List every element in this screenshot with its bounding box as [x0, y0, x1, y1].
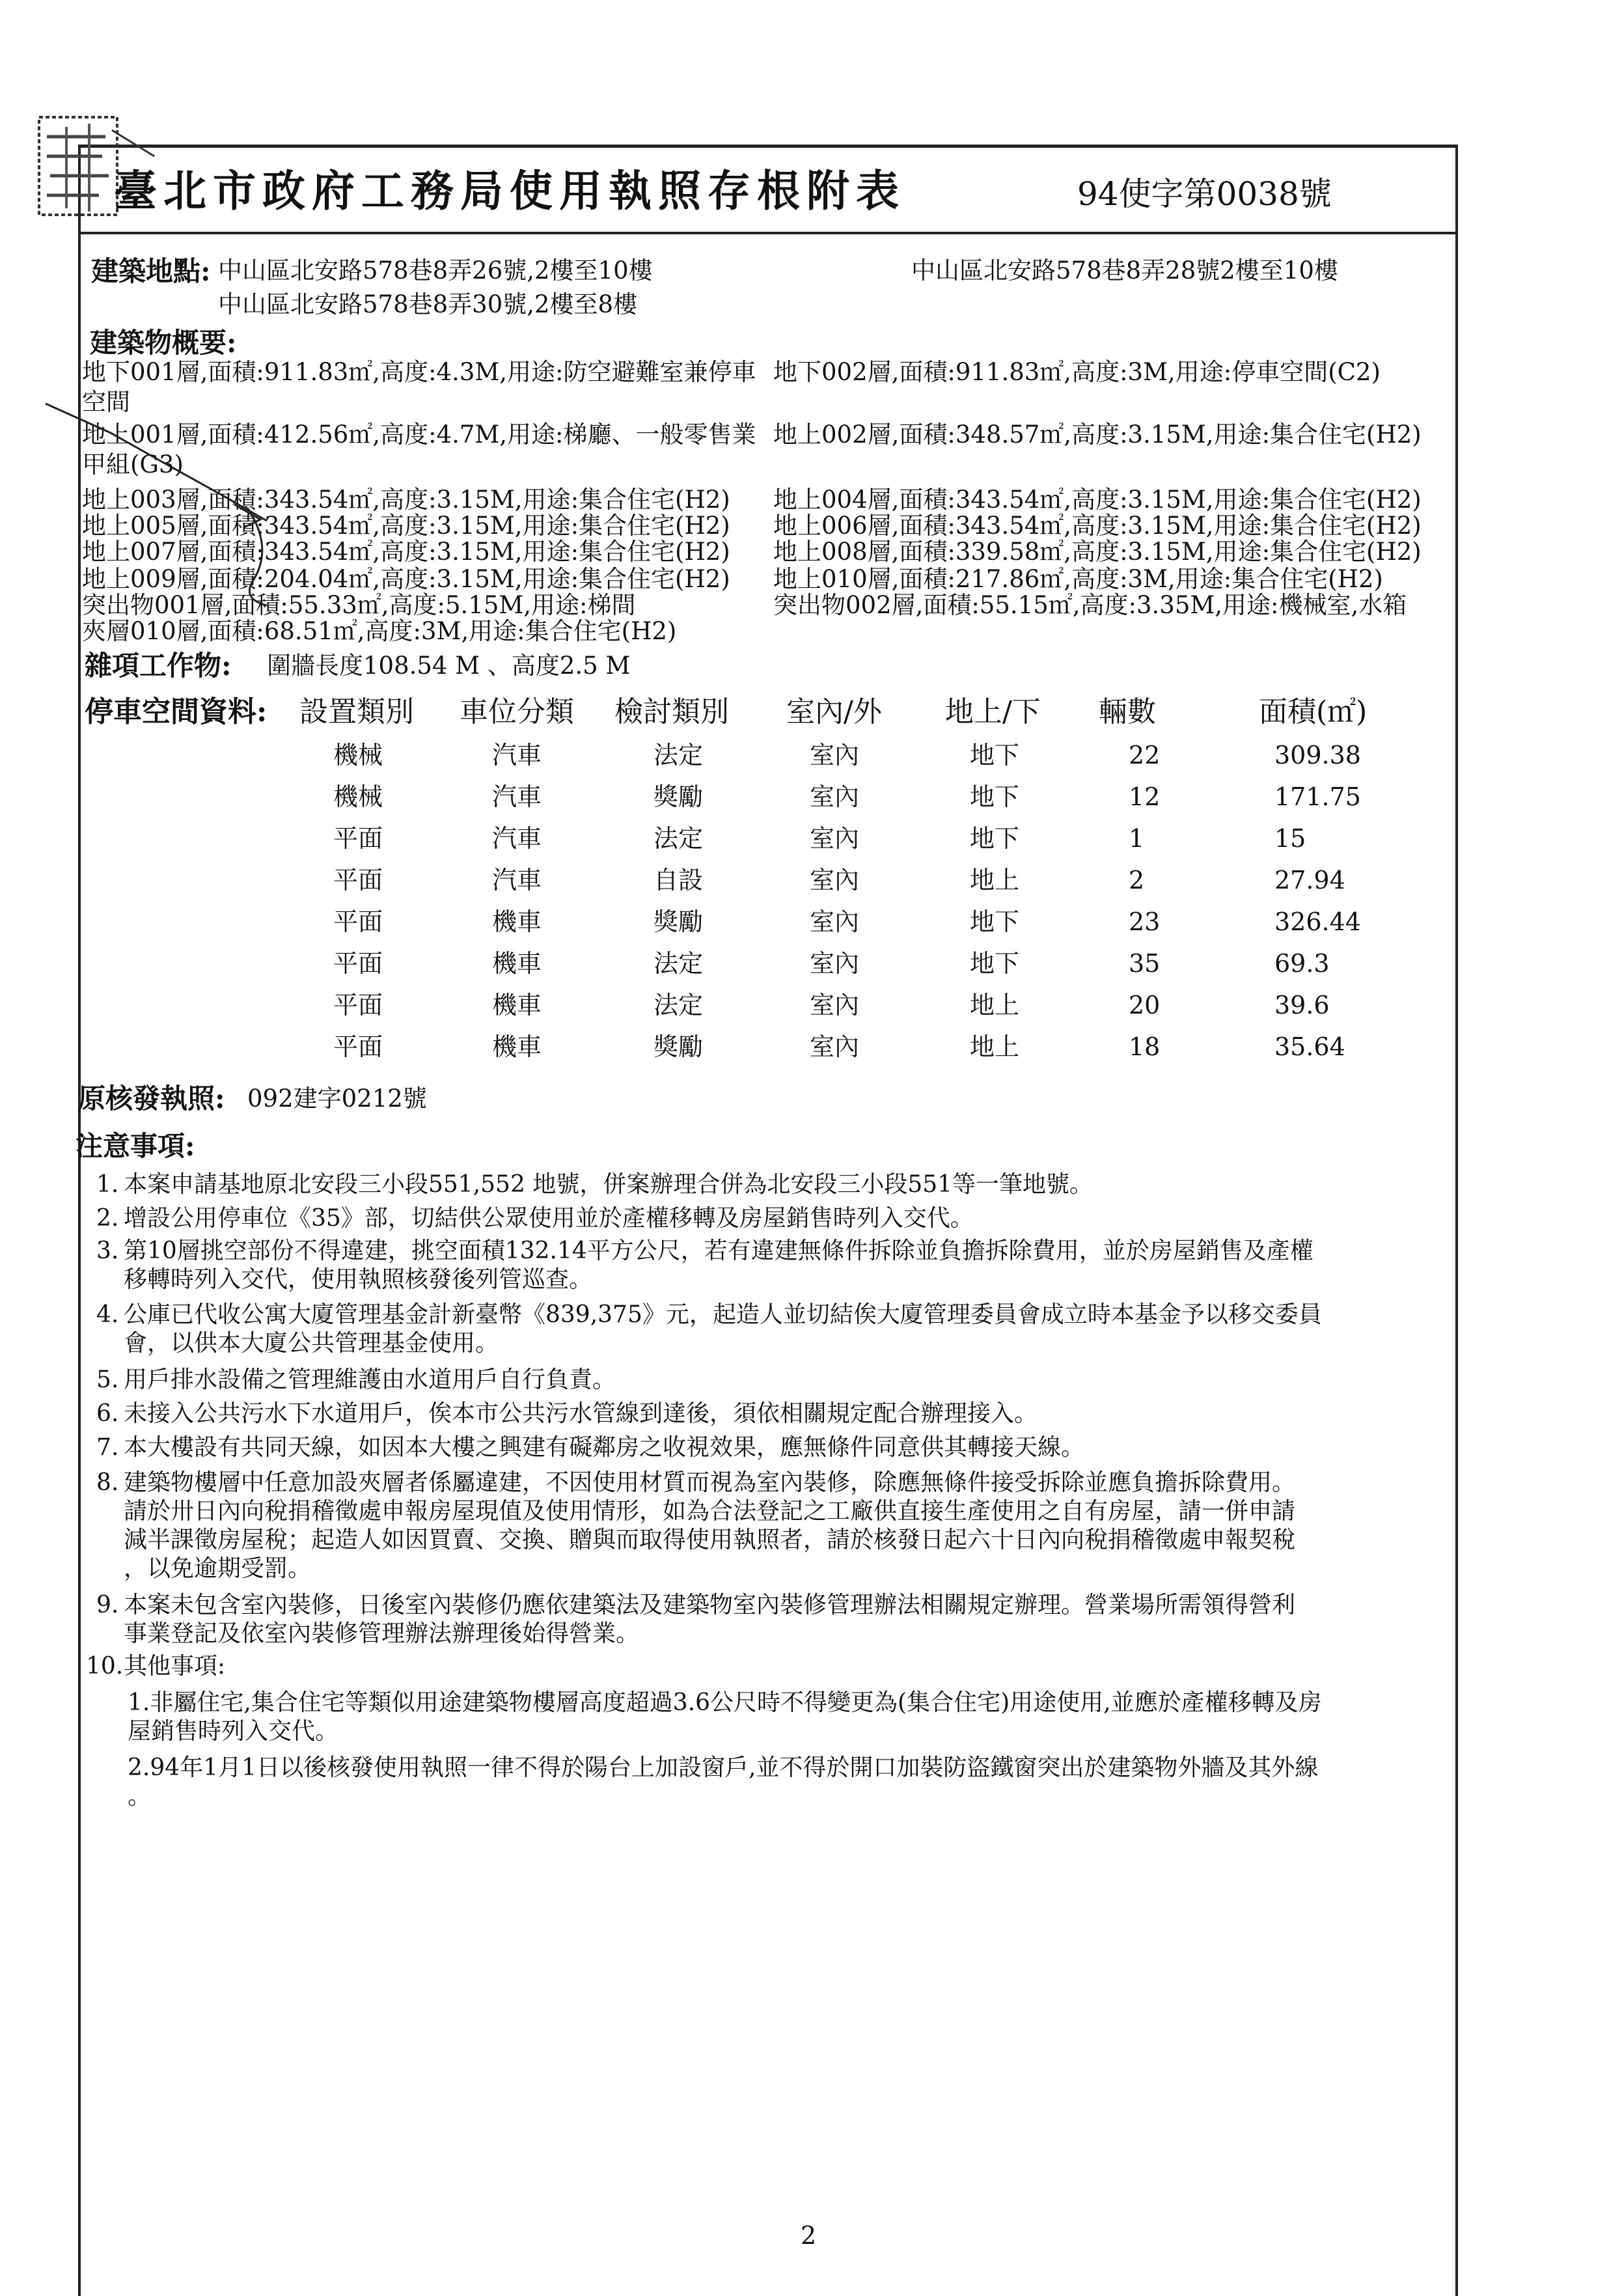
parking-table-cell: 35.64 [1274, 1032, 1345, 1061]
other-item-line: 2.94年1月1日以後核發使用執照一律不得於陽台上加設窗戶,並不得於開口加裝防盜鐵窗突出於建築物外牆及其外線 [128, 1754, 1319, 1781]
note-number: 1. [96, 1171, 119, 1198]
parking-table-cell: 室內 [810, 782, 860, 811]
note-line: 用戶排水設備之管理維護由水道用戶自行負責。 [124, 1366, 616, 1393]
parking-table-cell: 2 [1129, 866, 1145, 894]
parking-table-cell: 室內 [810, 741, 860, 769]
note-line: ，以免逾期受罰。 [124, 1555, 312, 1582]
note-line: 本大樓設有共同天線，如因本大樓之興建有礙鄰房之收視效果，應無條件同意供其轉接天線。 [124, 1434, 1085, 1461]
parking-table-cell: 室內 [810, 949, 860, 978]
parking-table-cell: 法定 [653, 949, 704, 978]
note-line: 請於卅日內向稅捐稽徵處申報房屋現值及使用情形，如為合法登記之工廠供直接生產使用之自有房屋，請一併申請 [124, 1498, 1296, 1525]
overview-line-right: 地上002層,面積:348.57㎡,高度:3.15M,用途:集合住宅(H2) [773, 421, 1422, 449]
parking-table-cell: 309.38 [1274, 741, 1361, 769]
parking-table-cell: 地下 [970, 741, 1020, 769]
note-line: 其他事項: [124, 1653, 226, 1680]
parking-header-cell: 車位分類 [460, 695, 574, 728]
parking-table-cell: 獎勵 [653, 1032, 704, 1061]
parking-table-cell: 22 [1129, 741, 1161, 769]
permit-number: 94使字第0038號 [1077, 175, 1332, 213]
parking-table-cell: 地下 [970, 782, 1020, 811]
parking-table-cell: 汽車 [492, 782, 542, 811]
parking-header-cell: 檢討類別 [614, 695, 729, 728]
site-address-2: 中山區北安路578巷8弄28號2樓至10樓 [911, 256, 1338, 284]
note-number: 2. [96, 1205, 119, 1232]
parking-header-cell: 面積(㎡) [1259, 695, 1368, 728]
note-line: 本案申請基地原北安段三小段551,552 地號，併案辦理合併為北安段三小段551等一筆地號。 [124, 1171, 1093, 1198]
note-line: 公庫已代收公寓大廈管理基金計新臺幣《839,375》元，起造人並切結俟大廈管理委員會成立時本基金予以移交委員 [124, 1301, 1322, 1328]
overview-line-left: 空間 [82, 388, 130, 416]
other-item-line: 屋銷售時列入交代。 [128, 1718, 339, 1745]
overview-line-left: 地下001層,面積:911.83㎡,高度:4.3M,用途:防空避難室兼停車 [82, 358, 756, 386]
parking-table-cell: 39.6 [1274, 991, 1330, 1019]
note-line: 本案未包含室內裝修，日後室內裝修仍應依建築法及建築物室內裝修管理辦法相關規定辦理。營業場所需領得營利 [124, 1592, 1296, 1618]
page-number: 2 [801, 2221, 817, 2250]
parking-table-cell: 平面 [333, 1032, 383, 1061]
parking-table-cell: 自設 [653, 866, 704, 894]
parking-table-cell: 地上 [970, 866, 1020, 894]
parking-table-cell: 地上 [970, 991, 1020, 1019]
site-address-1: 中山區北安路578巷8弄26號,2樓至10樓 [218, 256, 653, 284]
original-permit-label: 原核發執照: [78, 1083, 225, 1114]
parking-table-cell: 18 [1129, 1032, 1161, 1061]
header-divider [78, 232, 1455, 234]
parking-table-cell: 69.3 [1274, 949, 1330, 978]
parking-table-cell: 地下 [970, 907, 1020, 936]
overview-line-left: 地上009層,面積:204.04㎡,高度:3.15M,用途:集合住宅(H2) [82, 565, 730, 593]
parking-table-cell: 室內 [810, 991, 860, 1019]
note-number: 6. [96, 1400, 119, 1427]
parking-table-cell: 汽車 [492, 741, 542, 769]
parking-table-cell: 室內 [810, 907, 860, 936]
overview-line-right: 地上004層,面積:343.54㎡,高度:3.15M,用途:集合住宅(H2) [773, 486, 1422, 514]
parking-header-cell: 輛數 [1099, 695, 1156, 728]
pen-stroke-mark [39, 388, 312, 612]
parking-table-cell: 1 [1129, 824, 1145, 853]
parking-table-cell: 汽車 [492, 824, 542, 853]
note-line: 移轉時列入交代，使用執照核發後列管巡查。 [124, 1266, 593, 1293]
overview-line-right: 地上008層,面積:339.58㎡,高度:3.15M,用途:集合住宅(H2) [773, 538, 1422, 566]
parking-table-cell: 平面 [333, 907, 383, 936]
parking-table-cell: 12 [1129, 782, 1161, 811]
overview-line-left: 地上007層,面積:343.54㎡,高度:3.15M,用途:集合住宅(H2) [82, 538, 730, 566]
overview-line-right: 突出物002層,面積:55.15㎡,高度:3.35M,用途:機械室,水箱 [773, 591, 1407, 619]
parking-table-cell: 20 [1129, 991, 1161, 1019]
parking-table-cell: 35 [1129, 949, 1161, 978]
note-line: 未接入公共污水下水道用戶，俟本市公共污水管線到達後，須依相關規定配合辦理接入。 [124, 1400, 1038, 1427]
overview-line-right: 地上006層,面積:343.54㎡,高度:3.15M,用途:集合住宅(H2) [773, 512, 1422, 540]
parking-table-cell: 室內 [810, 1032, 860, 1061]
page-title: 臺北市政府工務局使用執照存根附表 [114, 165, 905, 216]
parking-table-cell: 326.44 [1274, 907, 1361, 936]
other-item-line: 1.非屬住宅,集合住宅等類似用途建築物樓層高度超過3.6公尺時不得變更為(集合住宅)用途使用,並應於產權移轉及房 [128, 1689, 1322, 1716]
parking-header-cell: 室內/外 [786, 695, 882, 728]
overview-line-right: 地下002層,面積:911.83㎡,高度:3M,用途:停車空間(C2) [773, 358, 1381, 386]
misc-value: 圍牆長度108.54 M 、高度2.5 M [267, 652, 631, 680]
parking-table-cell: 獎勵 [653, 782, 704, 811]
overview-line-left: 甲組(G3) [82, 450, 184, 478]
parking-table-cell: 地下 [970, 824, 1020, 853]
parking-table-cell: 機械 [333, 741, 383, 769]
other-item-line: 。 [128, 1783, 152, 1810]
overview-line-left: 夾層010層,面積:68.51㎡,高度:3M,用途:集合住宅(H2) [82, 617, 677, 645]
parking-header-cell: 設置類別 [299, 695, 414, 728]
site-address-3: 中山區北安路578巷8弄30號,2樓至8樓 [218, 290, 638, 318]
parking-table-cell: 地下 [970, 949, 1020, 978]
parking-table-cell: 27.94 [1274, 866, 1345, 894]
note-line: 增設公用停車位《35》部，切結供公眾使用並於產權移轉及房屋銷售時列入交代。 [124, 1205, 974, 1232]
note-number: 9. [96, 1592, 119, 1618]
note-number: 8. [96, 1469, 119, 1496]
overview-line-left: 地上001層,面積:412.56㎡,高度:4.7M,用途:梯廳、一般零售業 [82, 421, 756, 449]
parking-table-cell: 機車 [492, 949, 542, 978]
note-line: 第10層挑空部份不得違建，挑空面積132.14平方公尺，若有違建無條件拆除並負擔拆除費用，並於房屋銷售及產權 [124, 1238, 1313, 1264]
note-number: 4. [96, 1301, 119, 1328]
parking-table-cell: 機械 [333, 782, 383, 811]
parking-table-cell: 法定 [653, 824, 704, 853]
site-label: 建築地點: [91, 255, 211, 287]
parking-header-cell: 地上/下 [945, 695, 1041, 728]
parking-table-cell: 23 [1129, 907, 1161, 936]
note-number: 3. [96, 1238, 119, 1264]
parking-table-cell: 機車 [492, 907, 542, 936]
parking-table-cell: 室內 [810, 824, 860, 853]
overview-line-left: 突出物001層,面積:55.33㎡,高度:5.15M,用途:梯間 [82, 591, 636, 619]
parking-table-cell: 平面 [333, 949, 383, 978]
note-number: 10. [86, 1653, 124, 1680]
parking-table-cell: 機車 [492, 991, 542, 1019]
misc-label: 雜項工作物: [85, 650, 232, 682]
parking-table-cell: 地上 [970, 1032, 1020, 1061]
note-line: 事業登記及依室內裝修管理辦法辦理後始得營業。 [124, 1620, 640, 1647]
notes-label: 注意事項: [76, 1130, 195, 1162]
parking-table-cell: 15 [1274, 824, 1306, 853]
parking-table-cell: 獎勵 [653, 907, 704, 936]
overview-line-left: 地上003層,面積:343.54㎡,高度:3.15M,用途:集合住宅(H2) [82, 486, 730, 514]
original-permit-value: 092建字0212號 [247, 1085, 427, 1113]
parking-table-cell: 平面 [333, 866, 383, 894]
note-line: 建築物樓層中任意加設夾層者係屬違建，不因使用材質而視為室內裝修，除應無條件接受拆除並應負擔拆除費用。 [124, 1469, 1296, 1496]
parking-table-cell: 機車 [492, 1032, 542, 1061]
parking-table-cell: 汽車 [492, 866, 542, 894]
note-line: 減半課徵房屋稅；起造人如因買賣、交換、贈與而取得使用執照者，請於核發日起六十日內向稅捐稽徵處申報契稅 [124, 1527, 1296, 1553]
parking-table-cell: 171.75 [1274, 782, 1361, 811]
overview-line-left: 地上005層,面積:343.54㎡,高度:3.15M,用途:集合住宅(H2) [82, 512, 730, 540]
parking-table-cell: 平面 [333, 824, 383, 853]
parking-table-cell: 法定 [653, 741, 704, 769]
note-number: 5. [96, 1366, 119, 1393]
parking-label: 停車空間資料: [85, 695, 268, 728]
overview-label: 建築物概要: [90, 327, 237, 359]
note-number: 7. [96, 1434, 119, 1461]
parking-table-cell: 室內 [810, 866, 860, 894]
parking-table-cell: 平面 [333, 991, 383, 1019]
note-line: 會，以供本大廈公共管理基金使用。 [124, 1330, 499, 1357]
parking-table-cell: 法定 [653, 991, 704, 1019]
overview-line-right: 地上010層,面積:217.86㎡,高度:3M,用途:集合住宅(H2) [773, 565, 1383, 593]
